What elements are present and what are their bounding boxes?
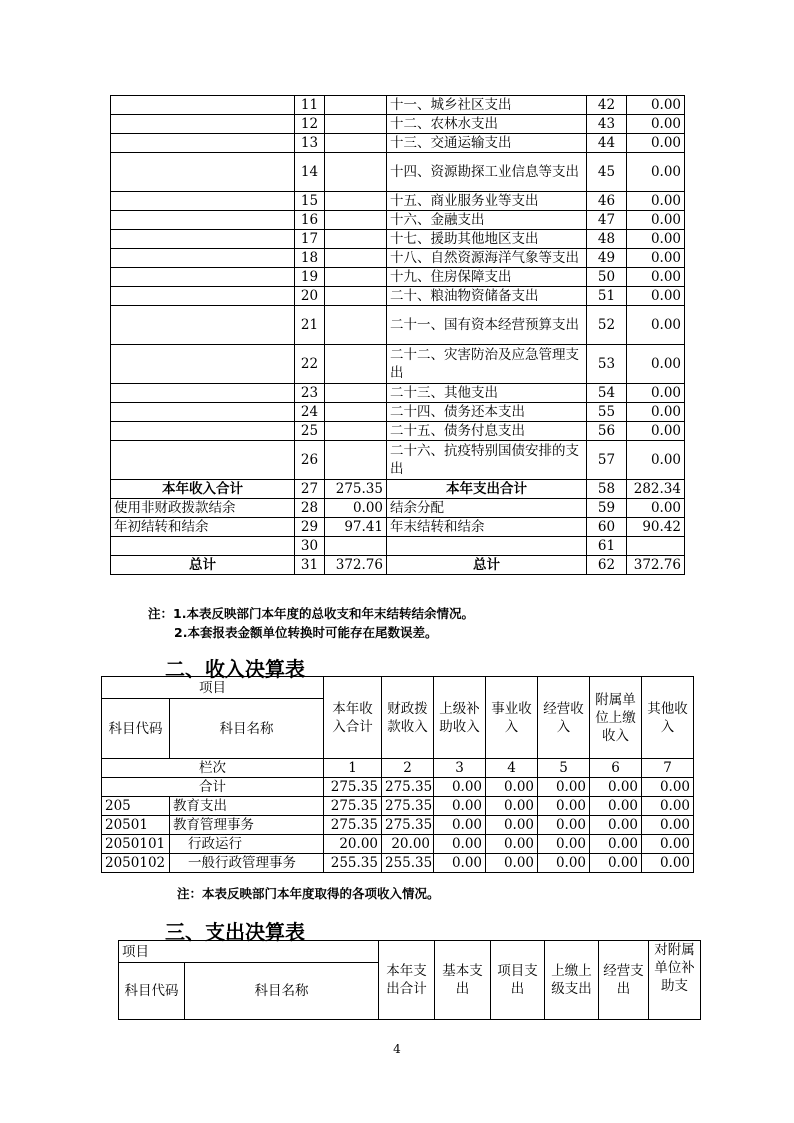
income-line-no: 17 xyxy=(295,230,325,249)
expense-item: 十六、金融支出 xyxy=(387,211,587,230)
total-value: 0.00 xyxy=(642,778,694,797)
total-value: 0.00 xyxy=(590,778,642,797)
table-row xyxy=(111,192,685,211)
expense-amount: 0.00 xyxy=(627,306,685,345)
expense-item: 本年支出合计 xyxy=(387,480,587,499)
header-code: 科目代码 xyxy=(119,963,185,1020)
expense-item: 十四、资源勘探工业信息等支出 xyxy=(387,153,587,192)
header-col-3: 上级补助收入 xyxy=(434,677,486,759)
income-item xyxy=(111,211,295,230)
table-row xyxy=(111,287,685,306)
col-num: 1 xyxy=(324,759,382,778)
income-item xyxy=(111,153,295,192)
expense-line-no: 60 xyxy=(587,518,627,537)
income-line-no: 25 xyxy=(295,422,325,441)
expense-item: 十三、交通运输支出 xyxy=(387,134,587,153)
header-col-5: 经营支出 xyxy=(599,941,649,1020)
income-item xyxy=(111,345,295,384)
total-label: 合计 xyxy=(102,778,324,797)
income-amount xyxy=(325,211,387,230)
page-number: 4 xyxy=(393,1042,401,1056)
income-item xyxy=(111,537,295,556)
income-item xyxy=(111,422,295,441)
amount-cell: 0.00 xyxy=(642,835,694,854)
amount-cell: 275.35 xyxy=(324,816,382,835)
income-item: 本年收入合计 xyxy=(111,480,295,499)
amount-cell: 0.00 xyxy=(486,854,538,873)
income-item xyxy=(111,268,295,287)
amount-cell: 0.00 xyxy=(486,816,538,835)
col-num: 7 xyxy=(642,759,694,778)
income-item xyxy=(111,96,295,115)
table-row xyxy=(111,306,685,345)
expense-item: 十二、农林水支出 xyxy=(387,115,587,134)
amount-cell: 0.00 xyxy=(590,816,642,835)
income-line-no: 30 xyxy=(295,537,325,556)
table-row xyxy=(111,249,685,268)
expense-amount: 0.00 xyxy=(627,384,685,403)
lanci-label: 栏次 xyxy=(102,759,324,778)
amount-cell: 0.00 xyxy=(642,854,694,873)
table-row xyxy=(102,854,694,873)
header-col-3: 项目支出 xyxy=(491,941,545,1020)
expense-amount: 0.00 xyxy=(627,134,685,153)
income-item xyxy=(111,287,295,306)
expense-amount: 0.00 xyxy=(627,96,685,115)
income-amount xyxy=(325,192,387,211)
income-note: 注：本表反映部门本年度取得的各项收入情况。 xyxy=(177,886,440,901)
income-item xyxy=(111,230,295,249)
header-col-4: 事业收入 xyxy=(486,677,538,759)
income-line-no: 22 xyxy=(295,345,325,384)
income-line-no: 21 xyxy=(295,306,325,345)
table-row xyxy=(111,422,685,441)
expense-item: 总计 xyxy=(387,556,587,575)
header-col-1: 本年支出合计 xyxy=(379,941,435,1020)
header-item: 项目 xyxy=(102,677,324,699)
expense-amount: 372.76 xyxy=(627,556,685,575)
income-line-no: 31 xyxy=(295,556,325,575)
total-value: 0.00 xyxy=(486,778,538,797)
amount-cell: 20.00 xyxy=(324,835,382,854)
subject-name: 一般行政管理事务 xyxy=(170,854,324,873)
expense-amount: 0.00 xyxy=(627,499,685,518)
table-row xyxy=(102,835,694,854)
expense-amount: 0.00 xyxy=(627,268,685,287)
expense-amount: 0.00 xyxy=(627,115,685,134)
subject-code: 20501 xyxy=(102,816,170,835)
expense-line-no: 52 xyxy=(587,306,627,345)
expense-line-no: 61 xyxy=(587,537,627,556)
income-item xyxy=(111,115,295,134)
expense-line-no: 58 xyxy=(587,480,627,499)
amount-cell: 0.00 xyxy=(590,835,642,854)
expense-amount: 0.00 xyxy=(627,192,685,211)
expense-line-no: 55 xyxy=(587,403,627,422)
table-row xyxy=(111,537,685,556)
expense-line-no: 49 xyxy=(587,249,627,268)
expense-line-no: 47 xyxy=(587,211,627,230)
expense-item: 二十三、其他支出 xyxy=(387,384,587,403)
table-row xyxy=(111,499,685,518)
header-col-2: 基本支出 xyxy=(435,941,491,1020)
income-line-no: 11 xyxy=(295,96,325,115)
table-row xyxy=(111,268,685,287)
expense-amount xyxy=(627,537,685,556)
income-item: 总计 xyxy=(111,556,295,575)
amount-cell: 0.00 xyxy=(538,816,590,835)
income-amount: 0.00 xyxy=(325,499,387,518)
income-amount xyxy=(325,287,387,306)
amount-cell: 0.00 xyxy=(434,797,486,816)
income-line-no: 23 xyxy=(295,384,325,403)
col-num: 4 xyxy=(486,759,538,778)
income-amount xyxy=(325,441,387,480)
income-amount xyxy=(325,306,387,345)
expense-line-no: 59 xyxy=(587,499,627,518)
income-table xyxy=(101,676,694,873)
amount-cell: 275.35 xyxy=(382,816,434,835)
summary-note-1: 注：1.本表反映部门本年度的总收支和年末结转结余情况。 xyxy=(148,606,474,621)
subject-name: 教育支出 xyxy=(170,797,324,816)
amount-cell: 0.00 xyxy=(538,835,590,854)
header-col-7: 其他收入 xyxy=(642,677,694,759)
expense-item: 年末结转和结余 xyxy=(387,518,587,537)
income-line-no: 14 xyxy=(295,153,325,192)
expense-item xyxy=(387,537,587,556)
expense-amount: 0.00 xyxy=(627,422,685,441)
expenditure-table xyxy=(118,940,701,1020)
expense-line-no: 54 xyxy=(587,384,627,403)
col-num: 2 xyxy=(382,759,434,778)
table-row xyxy=(111,211,685,230)
income-amount xyxy=(325,345,387,384)
income-item xyxy=(111,249,295,268)
amount-cell: 0.00 xyxy=(486,835,538,854)
summary-note-2: 2.本套报表金额单位转换时可能存在尾数误差。 xyxy=(174,625,438,640)
expense-item: 十九、住房保障支出 xyxy=(387,268,587,287)
income-item xyxy=(111,192,295,211)
table-row xyxy=(111,441,685,480)
income-amount xyxy=(325,230,387,249)
expense-item: 二十六、抗疫特别国债安排的支出 xyxy=(387,441,587,480)
header-col-2: 财政拨款收入 xyxy=(382,677,434,759)
subject-name: 行政运行 xyxy=(170,835,324,854)
expense-item: 结余分配 xyxy=(387,499,587,518)
expense-item: 十七、援助其他地区支出 xyxy=(387,230,587,249)
expense-item: 二十五、债务付息支出 xyxy=(387,422,587,441)
expense-item: 二十二、灾害防治及应急管理支出 xyxy=(387,345,587,384)
table-row xyxy=(111,480,685,499)
col-num: 3 xyxy=(434,759,486,778)
expense-line-no: 46 xyxy=(587,192,627,211)
income-amount xyxy=(325,153,387,192)
expense-amount: 282.34 xyxy=(627,480,685,499)
expense-amount: 0.00 xyxy=(627,249,685,268)
income-amount: 275.35 xyxy=(325,480,387,499)
income-line-no: 18 xyxy=(295,249,325,268)
table-row xyxy=(111,153,685,192)
income-item xyxy=(111,403,295,422)
total-value: 0.00 xyxy=(538,778,590,797)
expense-line-no: 50 xyxy=(587,268,627,287)
expense-line-no: 45 xyxy=(587,153,627,192)
amount-cell: 0.00 xyxy=(538,797,590,816)
expense-item: 十一、城乡社区支出 xyxy=(387,96,587,115)
expense-line-no: 53 xyxy=(587,345,627,384)
amount-cell: 275.35 xyxy=(324,797,382,816)
amount-cell: 0.00 xyxy=(642,816,694,835)
expense-item: 十八、自然资源海洋气象等支出 xyxy=(387,249,587,268)
expense-amount: 0.00 xyxy=(627,211,685,230)
expense-line-no: 44 xyxy=(587,134,627,153)
table-row xyxy=(111,96,685,115)
table-row xyxy=(102,816,694,835)
amount-cell: 255.35 xyxy=(324,854,382,873)
income-item xyxy=(111,134,295,153)
table-row xyxy=(111,518,685,537)
expense-item: 二十一、国有资本经营预算支出 xyxy=(387,306,587,345)
header-col-4: 上缴上级支出 xyxy=(545,941,599,1020)
expense-line-no: 42 xyxy=(587,96,627,115)
header-name: 科目名称 xyxy=(170,699,324,759)
table-row xyxy=(111,230,685,249)
income-line-no: 19 xyxy=(295,268,325,287)
amount-cell: 255.35 xyxy=(382,854,434,873)
header-col-5: 经营收入 xyxy=(538,677,590,759)
income-line-no: 28 xyxy=(295,499,325,518)
amount-cell: 0.00 xyxy=(590,797,642,816)
income-line-no: 20 xyxy=(295,287,325,306)
income-line-no: 16 xyxy=(295,211,325,230)
header-col-6: 对附属单位补助支 xyxy=(649,941,701,1020)
expense-line-no: 57 xyxy=(587,441,627,480)
subject-code: 205 xyxy=(102,797,170,816)
summary-table xyxy=(110,95,685,575)
expense-amount: 0.00 xyxy=(627,403,685,422)
income-amount: 372.76 xyxy=(325,556,387,575)
income-amount xyxy=(325,115,387,134)
amount-cell: 0.00 xyxy=(434,816,486,835)
expense-line-no: 48 xyxy=(587,230,627,249)
expense-line-no: 43 xyxy=(587,115,627,134)
col-num: 6 xyxy=(590,759,642,778)
amount-cell: 275.35 xyxy=(382,797,434,816)
expense-line-no: 56 xyxy=(587,422,627,441)
table-row xyxy=(111,403,685,422)
amount-cell: 0.00 xyxy=(642,797,694,816)
expense-item: 十五、商业服务业等支出 xyxy=(387,192,587,211)
income-line-no: 15 xyxy=(295,192,325,211)
header-col-6: 附属单位上缴收入 xyxy=(590,677,642,759)
income-amount xyxy=(325,403,387,422)
income-amount xyxy=(325,537,387,556)
income-amount xyxy=(325,422,387,441)
income-amount xyxy=(325,134,387,153)
subject-name: 教育管理事务 xyxy=(170,816,324,835)
income-item xyxy=(111,384,295,403)
expense-amount: 0.00 xyxy=(627,153,685,192)
income-line-no: 27 xyxy=(295,480,325,499)
amount-cell: 20.00 xyxy=(382,835,434,854)
table-row xyxy=(111,345,685,384)
col-num: 5 xyxy=(538,759,590,778)
table-row xyxy=(111,115,685,134)
income-amount xyxy=(325,384,387,403)
table-row xyxy=(111,384,685,403)
income-item xyxy=(111,306,295,345)
expense-line-no: 62 xyxy=(587,556,627,575)
income-line-no: 24 xyxy=(295,403,325,422)
section-title-expenditure: 三、支出决算表 xyxy=(165,920,305,944)
total-value: 0.00 xyxy=(434,778,486,797)
income-amount xyxy=(325,249,387,268)
expense-item: 二十四、债务还本支出 xyxy=(387,403,587,422)
table-row xyxy=(111,556,685,575)
income-line-no: 13 xyxy=(295,134,325,153)
expense-amount: 0.00 xyxy=(627,230,685,249)
table-row xyxy=(102,797,694,816)
amount-cell: 0.00 xyxy=(434,835,486,854)
amount-cell: 0.00 xyxy=(434,854,486,873)
income-line-no: 29 xyxy=(295,518,325,537)
subject-code: 2050101 xyxy=(102,835,170,854)
section-title-income: 二、收入决算表 xyxy=(165,657,305,681)
expense-amount: 0.00 xyxy=(627,345,685,384)
amount-cell: 0.00 xyxy=(538,854,590,873)
expense-amount: 90.42 xyxy=(627,518,685,537)
expense-amount: 0.00 xyxy=(627,287,685,306)
income-item xyxy=(111,441,295,480)
amount-cell: 0.00 xyxy=(486,797,538,816)
total-value: 275.35 xyxy=(324,778,382,797)
income-item: 使用非财政拨款结余 xyxy=(111,499,295,518)
amount-cell: 0.00 xyxy=(590,854,642,873)
income-line-no: 26 xyxy=(295,441,325,480)
expense-line-no: 51 xyxy=(587,287,627,306)
header-name: 科目名称 xyxy=(185,963,379,1020)
income-line-no: 12 xyxy=(295,115,325,134)
expense-amount: 0.00 xyxy=(627,441,685,480)
header-col-1: 本年收入合计 xyxy=(324,677,382,759)
table-row xyxy=(111,134,685,153)
income-item: 年初结转和结余 xyxy=(111,518,295,537)
expense-item: 二十、粮油物资储备支出 xyxy=(387,287,587,306)
header-code: 科目代码 xyxy=(102,699,170,759)
total-value: 275.35 xyxy=(382,778,434,797)
income-amount xyxy=(325,96,387,115)
header-item: 项目 xyxy=(119,941,379,963)
income-amount xyxy=(325,268,387,287)
subject-code: 2050102 xyxy=(102,854,170,873)
income-amount: 97.41 xyxy=(325,518,387,537)
